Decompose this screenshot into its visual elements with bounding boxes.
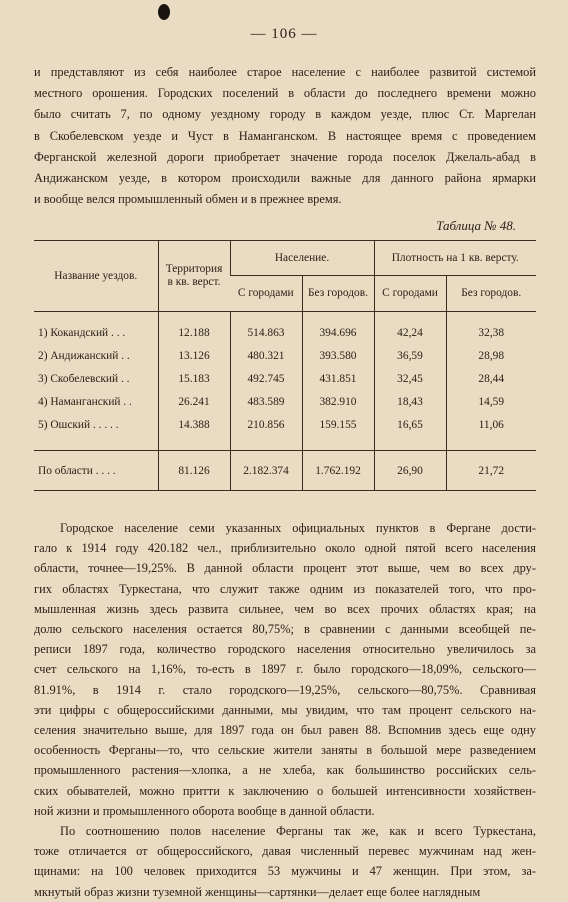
binding-hole bbox=[158, 4, 170, 20]
text-line: мышленная жизнь здесь развита сильнее, чем во всех прочих областях края; на bbox=[34, 601, 536, 616]
cell-dens-without: 28,98 bbox=[446, 345, 536, 368]
cell-pop-without: 393.580 bbox=[302, 345, 374, 368]
total-pop-without: 1.762.192 bbox=[302, 451, 374, 491]
cell-name: 1) Кокандский . . . bbox=[38, 327, 126, 339]
table-row bbox=[34, 322, 536, 345]
page-number: — 106 — bbox=[250, 26, 318, 42]
text-line: местного орошения. Городских поселений в области до последнего времени можно bbox=[34, 86, 536, 101]
header-density: Плотность на 1 кв. версту. bbox=[374, 241, 536, 276]
cell-territory: 13.126 bbox=[158, 345, 230, 368]
text-line: тоже отличается от общероссийского, давая численный перевес мужчинам над жен- bbox=[34, 844, 536, 859]
cell-territory: 26.241 bbox=[158, 391, 230, 414]
cell-dens-without: 32,38 bbox=[446, 322, 536, 345]
cell-name: 4) Наманганский . . bbox=[38, 396, 132, 408]
text-line: эти цифры с общероссийскими данными, мы увидим, что там процент сельского на- bbox=[34, 702, 536, 717]
text-line: промышленного растения—хлопка, а не хлеба, как большинство российских сель- bbox=[34, 763, 536, 778]
cell-dens-without: 28,44 bbox=[446, 368, 536, 391]
text-line: Андижанском уезде, в котором происходили важные для данного района ярмарки bbox=[34, 171, 536, 186]
cell-pop-without: 431.851 bbox=[302, 368, 374, 391]
cell-territory: 12.188 bbox=[158, 322, 230, 345]
cell-dens-with: 16,65 bbox=[374, 414, 446, 437]
text-line: гало к 1914 году 420.182 чел., приблизительно около одной пятой всего населения bbox=[34, 541, 536, 556]
header-pop-with-towns: С городами bbox=[230, 276, 302, 312]
cell-pop-with: 492.745 bbox=[230, 368, 302, 391]
text-line: мкнутый образ жизни туземной женщины—сартянки—делает еще более наглядным bbox=[34, 884, 481, 899]
text-line: особенность Ферганы—то, что сельские жители заняты в большой мере разведением bbox=[34, 743, 536, 758]
table-row bbox=[34, 368, 536, 391]
cell-pop-without: 159.155 bbox=[302, 414, 374, 437]
text-line: ной жизни и промышленного оборота вообще в данной области. bbox=[34, 803, 375, 818]
total-name: По области . . . . bbox=[38, 464, 116, 477]
cell-pop-without: 394.696 bbox=[302, 322, 374, 345]
total-pop-with: 2.182.374 bbox=[230, 451, 302, 491]
text-line: долю сельского населения остается 80,75%; в сравнении с данными всеобщей пе- bbox=[34, 622, 536, 637]
cell-pop-with: 514.863 bbox=[230, 322, 302, 345]
cell-territory: 14.388 bbox=[158, 414, 230, 437]
cell-dens-with: 42,24 bbox=[374, 322, 446, 345]
cell-dens-with: 36,59 bbox=[374, 345, 446, 368]
text-line: 81.91%, в 1914 г. стало городского—19,25%, сельского—80,75%. Сравнивая bbox=[34, 682, 536, 697]
header-dens-without-towns: Без городов. bbox=[446, 276, 536, 312]
table-row bbox=[34, 414, 536, 437]
district-table bbox=[34, 240, 536, 491]
cell-pop-with: 210.856 bbox=[230, 414, 302, 437]
cell-pop-with: 483.589 bbox=[230, 391, 302, 414]
table-total-row bbox=[34, 451, 536, 491]
cell-name: 2) Андижанский . . bbox=[38, 350, 130, 362]
table-row bbox=[34, 345, 536, 368]
text-line: Городское население семи указанных официальных пунктов в Фергане дости- bbox=[60, 521, 536, 535]
body-paragraph bbox=[34, 518, 536, 902]
text-line: счет сельского на 1,16%, то-есть в 1897 г. было городского—18,09%, сельского— bbox=[34, 662, 536, 677]
cell-territory: 15.183 bbox=[158, 368, 230, 391]
text-line: гих областях Туркестана, что служит также одним из показателей того, что про- bbox=[34, 581, 536, 596]
header-population: Население. bbox=[230, 241, 374, 276]
text-line: реписи 1897 года, количество городского населения относительно увеличилось за bbox=[34, 642, 536, 657]
total-dens-without: 21,72 bbox=[446, 451, 536, 491]
cell-name: 3) Скобелевский . . bbox=[38, 373, 130, 385]
header-territory: Территория в кв. верст. bbox=[158, 241, 230, 312]
cell-dens-without: 11,06 bbox=[446, 414, 536, 437]
cell-dens-without: 14,59 bbox=[446, 391, 536, 414]
table-caption: Таблица № 48. bbox=[436, 218, 516, 233]
total-dens-with: 26,90 bbox=[374, 451, 446, 491]
cell-pop-with: 480.321 bbox=[230, 345, 302, 368]
text-line: ских обывателей, можно притти к заключению о большей интенсивности хозяйствен- bbox=[34, 783, 536, 798]
header-pop-without-towns: Без городов. bbox=[302, 276, 374, 312]
text-line: щинами: на 100 человек приходится 53 мужчины и 47 женщин. При этом, за- bbox=[34, 864, 536, 879]
header-dens-with-towns: С городами bbox=[374, 276, 446, 312]
text-line: и представляют из себя наиболее старое население с наиболее развитой системой bbox=[34, 65, 536, 79]
cell-dens-with: 32,45 bbox=[374, 368, 446, 391]
text-line: в Скобелевском уезде и Чуст в Наманганском. В настоящее время с проведением bbox=[34, 128, 536, 143]
text-line: По соотношению полов население Ферганы так же, как и всего Туркестана, bbox=[60, 824, 536, 839]
total-territory: 81.126 bbox=[158, 451, 230, 491]
text-line: селения значительно выше, для 1897 года он был равен 88. Вспомнив здесь еще одну bbox=[34, 723, 536, 738]
intro-paragraph bbox=[34, 62, 536, 210]
table-row bbox=[34, 391, 536, 414]
text-line: было считать 7, по одному уездному городу в каждом уезде, плюс Ст. Маргелан bbox=[34, 107, 536, 122]
text-line: Ферганской железной дороги приобретает значение города поселок Джелаль-абад в bbox=[34, 149, 536, 164]
header-name: Название уездов. bbox=[34, 241, 158, 312]
cell-name: 5) Ошский . . . . . bbox=[38, 419, 119, 431]
cell-dens-with: 18,43 bbox=[374, 391, 446, 414]
text-line: области, точнее—19,25%. В данной области процент этот выше, чем во всех дру- bbox=[34, 561, 536, 576]
cell-pop-without: 382.910 bbox=[302, 391, 374, 414]
text-line: и вообще велся промышленный обмен и в прежнее время. bbox=[34, 192, 342, 207]
